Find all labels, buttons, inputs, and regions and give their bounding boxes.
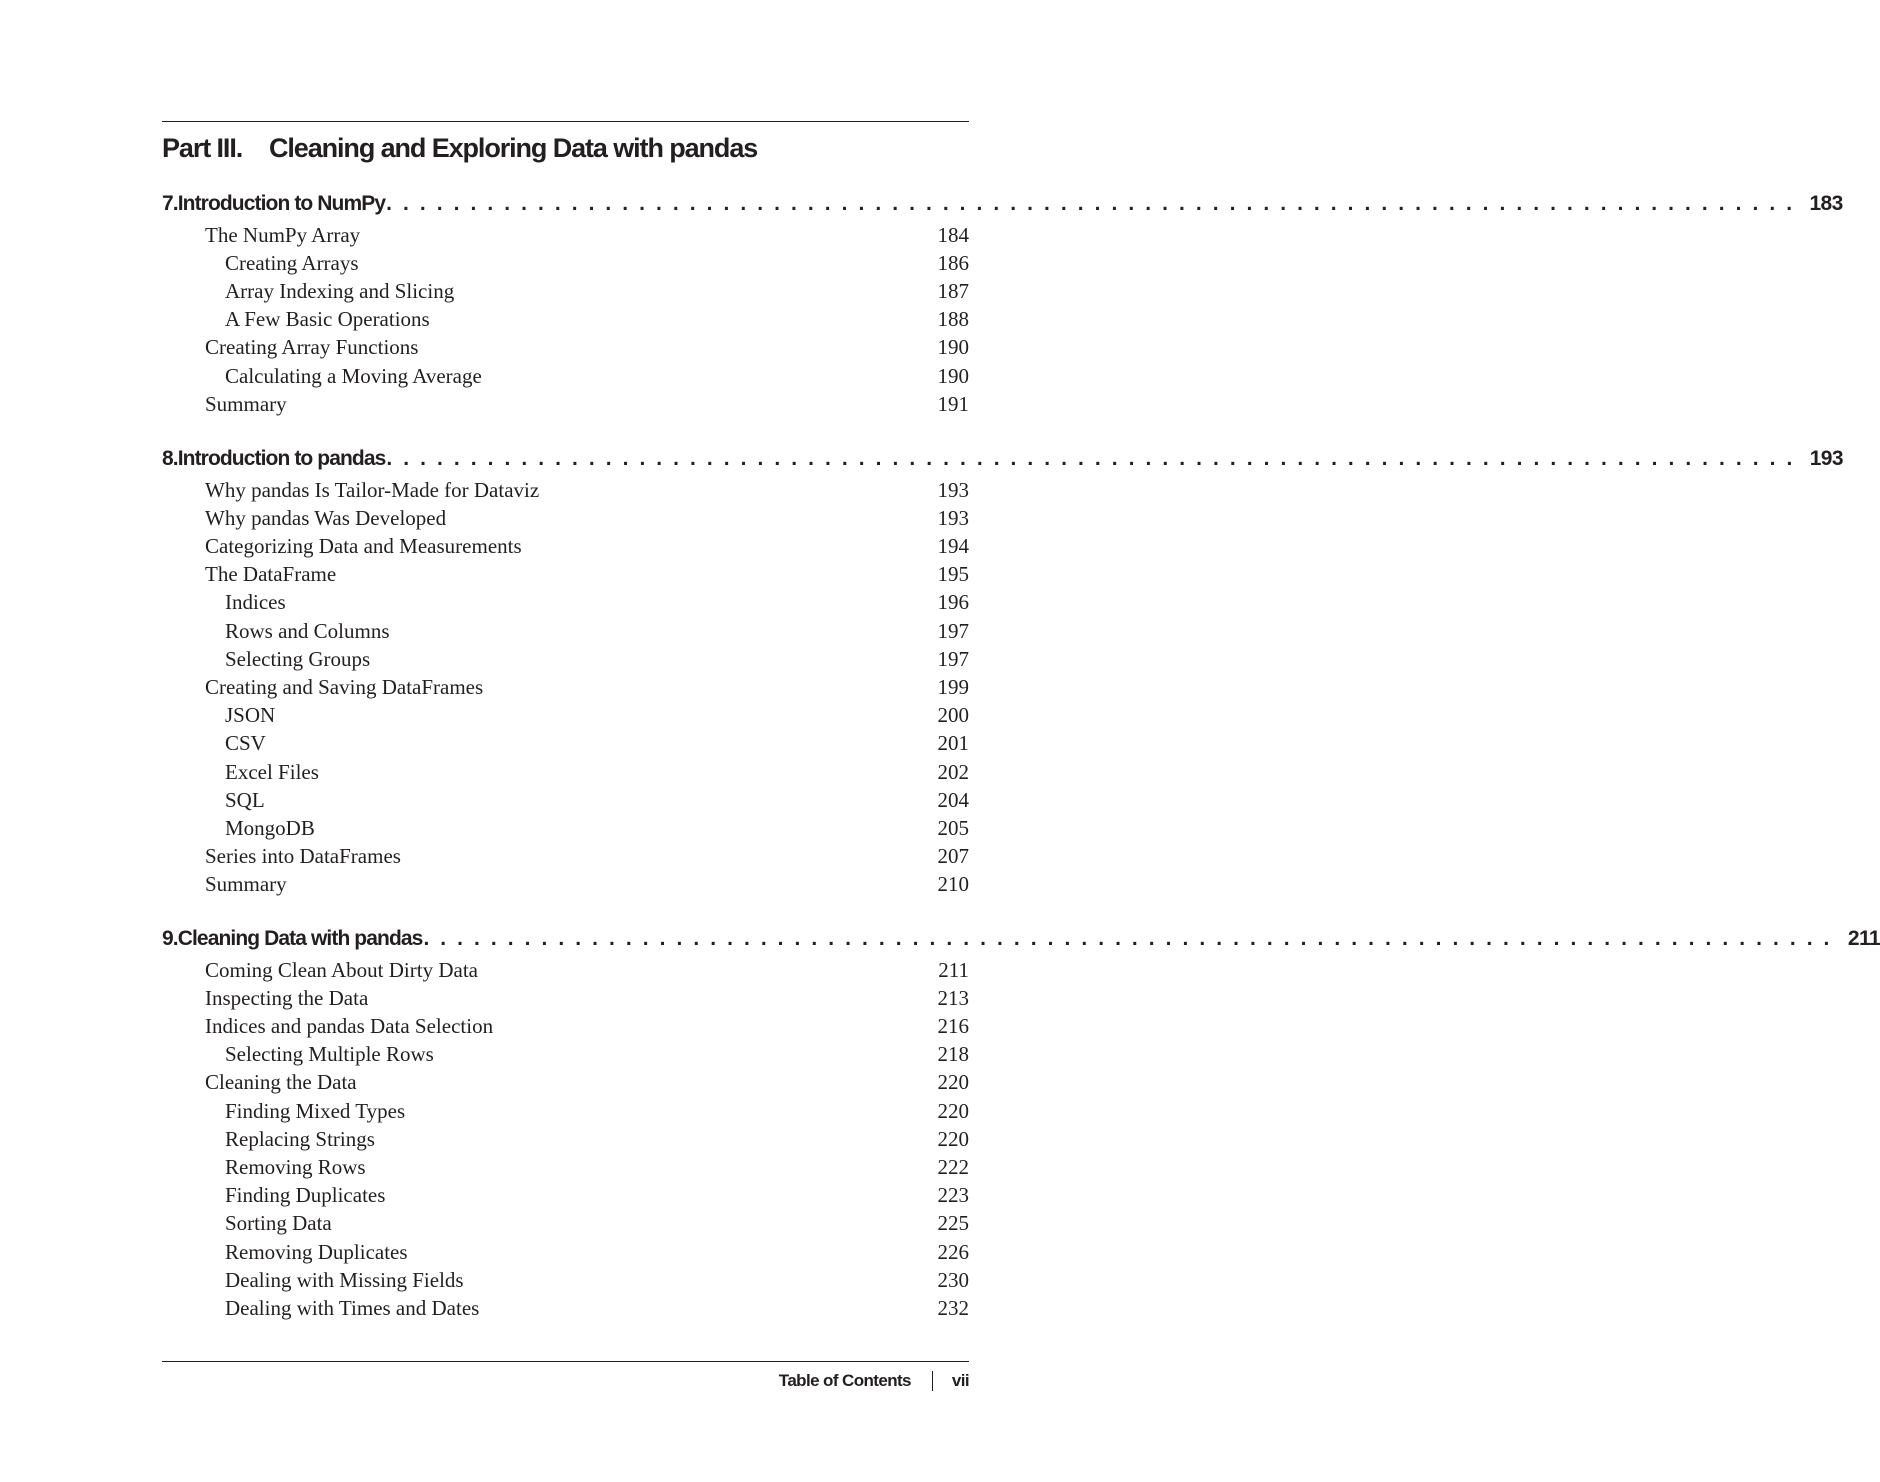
part-title: Cleaning and Exploring Data with pandas bbox=[269, 133, 758, 163]
chapter-entry[interactable] bbox=[162, 923, 1880, 955]
entry-page-number: 193 bbox=[937, 477, 969, 502]
entry-title: Dealing with Times and Dates bbox=[225, 1295, 480, 1320]
entry-page-number: 184 bbox=[937, 222, 969, 247]
entry-page-number: 200 bbox=[937, 703, 969, 728]
entry-title: Why pandas Was Developed bbox=[205, 505, 447, 530]
subsection-entry[interactable] bbox=[162, 1238, 969, 1266]
entry-title: Inspecting the Data bbox=[205, 985, 369, 1010]
entry-title: Categorizing Data and Measurements bbox=[205, 533, 522, 558]
entry-page-number: 190 bbox=[937, 363, 969, 388]
entry-title: Coming Clean About Dirty Data bbox=[205, 957, 478, 982]
footer-separator bbox=[932, 1371, 933, 1391]
entry-title: Cleaning the Data bbox=[205, 1070, 357, 1095]
subsection-entry[interactable] bbox=[162, 1097, 969, 1125]
entry-page-number: 220 bbox=[937, 1098, 969, 1123]
dot-leader: . . . . . . . . . . . . . . . . . . . . . . . . . . . . . . . . . . . . . . . . . . . . . . . . . . . . . . . . . . . . . . . . . . . . . . . . . . . . . . . . . . . . bbox=[386, 192, 1795, 215]
section-entry[interactable] bbox=[162, 476, 969, 504]
subsection-entry[interactable] bbox=[162, 1182, 969, 1210]
entry-page-number: 196 bbox=[937, 590, 969, 615]
entry-title: CSV bbox=[225, 731, 266, 756]
entry-title: Selecting Multiple Rows bbox=[225, 1042, 434, 1067]
section-entry[interactable] bbox=[162, 221, 969, 249]
section-entry[interactable] bbox=[162, 956, 969, 984]
section-entry[interactable] bbox=[162, 561, 969, 589]
entry-page-number: 204 bbox=[937, 787, 969, 812]
entry-page-number: 197 bbox=[937, 618, 969, 643]
entry-title: Array Indexing and Slicing bbox=[225, 278, 455, 303]
subsection-entry[interactable] bbox=[162, 589, 969, 617]
entry-title: Finding Mixed Types bbox=[225, 1098, 406, 1123]
chapter-number: 8. bbox=[162, 447, 178, 470]
entry-title: Excel Files bbox=[225, 759, 319, 784]
subsection-entry[interactable] bbox=[162, 617, 969, 645]
entry-title: Creating Array Functions bbox=[205, 335, 419, 360]
entry-page-number: 193 bbox=[937, 505, 969, 530]
entry-title: MongoDB bbox=[225, 815, 315, 840]
entry-title: Removing Duplicates bbox=[225, 1239, 408, 1264]
entry-title: Dealing with Missing Fields bbox=[225, 1267, 464, 1292]
section-entry[interactable] bbox=[162, 1012, 969, 1040]
entry-page-number: 220 bbox=[937, 1126, 969, 1151]
entry-page-number: 210 bbox=[937, 872, 969, 897]
subsection-entry[interactable] bbox=[162, 306, 969, 334]
section-entry[interactable] bbox=[162, 390, 969, 418]
subsection-entry[interactable] bbox=[162, 786, 969, 814]
entry-page-number: 201 bbox=[937, 731, 969, 756]
entry-page-number: 230 bbox=[937, 1267, 969, 1292]
entry-page-number: 220 bbox=[937, 1070, 969, 1095]
entry-page-number: 207 bbox=[937, 844, 969, 869]
subsection-entry[interactable] bbox=[162, 1153, 969, 1181]
entry-title: Indices bbox=[225, 590, 286, 615]
entry-title: Summary bbox=[205, 391, 287, 416]
entry-title: The NumPy Array bbox=[205, 222, 361, 247]
chapter-page-number: 211 bbox=[1847, 927, 1880, 950]
entry-title: Creating and Saving DataFrames bbox=[205, 674, 484, 699]
entry-title: Summary bbox=[205, 872, 287, 897]
subsection-entry[interactable] bbox=[162, 1266, 969, 1294]
entry-page-number: 202 bbox=[937, 759, 969, 784]
subsection-entry[interactable] bbox=[162, 249, 969, 277]
entry-page-number: 216 bbox=[937, 1013, 969, 1038]
chapter-title: Cleaning Data with pandas bbox=[177, 927, 423, 950]
subsection-entry[interactable] bbox=[162, 1294, 969, 1322]
entry-title: Why pandas Is Tailor-Made for Dataviz bbox=[205, 477, 540, 502]
chapter-page-number: 183 bbox=[1809, 192, 1843, 215]
section-entry[interactable] bbox=[162, 984, 969, 1012]
entry-title: JSON bbox=[225, 703, 276, 728]
entry-title: Selecting Groups bbox=[225, 646, 371, 671]
entry-title: A Few Basic Operations bbox=[225, 307, 430, 332]
entry-page-number: 213 bbox=[937, 985, 969, 1010]
entry-title: Series into DataFrames bbox=[205, 844, 401, 869]
section-entry[interactable] bbox=[162, 871, 969, 899]
chapter-number: 9. bbox=[162, 927, 178, 950]
chapter-title: Introduction to pandas bbox=[177, 447, 386, 470]
chapter-number: 7. bbox=[162, 192, 178, 215]
footer-page-number: vii bbox=[951, 1371, 969, 1390]
entry-page-number: 191 bbox=[937, 391, 969, 416]
entry-page-number: 199 bbox=[937, 674, 969, 699]
subsection-entry[interactable] bbox=[162, 702, 969, 730]
entry-title: The DataFrame bbox=[205, 562, 337, 587]
chapter-entry[interactable] bbox=[162, 443, 1843, 475]
chapter-entry[interactable] bbox=[162, 188, 1843, 220]
subsection-entry[interactable] bbox=[162, 277, 969, 305]
entry-page-number: 222 bbox=[937, 1154, 969, 1179]
entry-title: Calculating a Moving Average bbox=[225, 363, 482, 388]
part-number: Part III. bbox=[162, 133, 243, 163]
entry-page-number: 197 bbox=[937, 646, 969, 671]
entry-title: Rows and Columns bbox=[225, 618, 390, 643]
subsection-entry[interactable] bbox=[162, 1125, 969, 1153]
part-heading bbox=[162, 128, 757, 168]
entry-title: Replacing Strings bbox=[225, 1126, 375, 1151]
entry-title: Indices and pandas Data Selection bbox=[205, 1013, 494, 1038]
subsection-entry[interactable] bbox=[162, 730, 969, 758]
section-entry[interactable] bbox=[162, 1069, 969, 1097]
subsection-entry[interactable] bbox=[162, 362, 969, 390]
bottom-rule bbox=[162, 1361, 969, 1362]
entry-page-number: 225 bbox=[937, 1211, 969, 1236]
entry-page-number: 188 bbox=[937, 307, 969, 332]
subsection-entry[interactable] bbox=[162, 645, 969, 673]
section-entry[interactable] bbox=[162, 532, 969, 560]
entry-page-number: 218 bbox=[937, 1042, 969, 1067]
page-footer bbox=[779, 1367, 969, 1395]
subsection-entry[interactable] bbox=[162, 758, 969, 786]
entry-page-number: 223 bbox=[937, 1183, 969, 1208]
entry-page-number: 195 bbox=[937, 562, 969, 587]
entry-page-number: 187 bbox=[937, 278, 969, 303]
entry-page-number: 205 bbox=[937, 815, 969, 840]
chapter-title: Introduction to NumPy bbox=[177, 192, 386, 215]
entry-title: Removing Rows bbox=[225, 1154, 366, 1179]
subsection-entry[interactable] bbox=[162, 1041, 969, 1069]
entry-page-number: 186 bbox=[937, 250, 969, 275]
section-entry[interactable] bbox=[162, 334, 969, 362]
entry-page-number: 194 bbox=[937, 533, 969, 558]
entry-title: Sorting Data bbox=[225, 1211, 332, 1236]
entry-page-number: 190 bbox=[937, 335, 969, 360]
entry-title: SQL bbox=[225, 787, 265, 812]
chapter-page-number: 193 bbox=[1809, 447, 1843, 470]
entry-title: Creating Arrays bbox=[225, 250, 359, 275]
section-entry[interactable] bbox=[162, 504, 969, 532]
top-rule bbox=[162, 121, 969, 122]
entry-page-number: 226 bbox=[937, 1239, 969, 1264]
dot-leader: . . . . . . . . . . . . . . . . . . . . . . . . . . . . . . . . . . . . . . . . . . . . . . . . . . . . . . . . . . . . . . . . . . . . . . . . . . . . . . . . . . . . bbox=[423, 927, 1832, 950]
dot-leader: . . . . . . . . . . . . . . . . . . . . . . . . . . . . . . . . . . . . . . . . . . . . . . . . . . . . . . . . . . . . . . . . . . . . . . . . . . . . . . . . . . . . bbox=[386, 447, 1795, 470]
subsection-entry[interactable] bbox=[162, 1210, 969, 1238]
subsection-entry[interactable] bbox=[162, 814, 969, 842]
entry-title: Finding Duplicates bbox=[225, 1183, 386, 1208]
footer-label: Table of Contents bbox=[778, 1371, 911, 1390]
entry-page-number: 232 bbox=[937, 1295, 969, 1320]
entry-page-number: 211 bbox=[938, 957, 969, 982]
section-entry[interactable] bbox=[162, 673, 969, 701]
section-entry[interactable] bbox=[162, 843, 969, 871]
